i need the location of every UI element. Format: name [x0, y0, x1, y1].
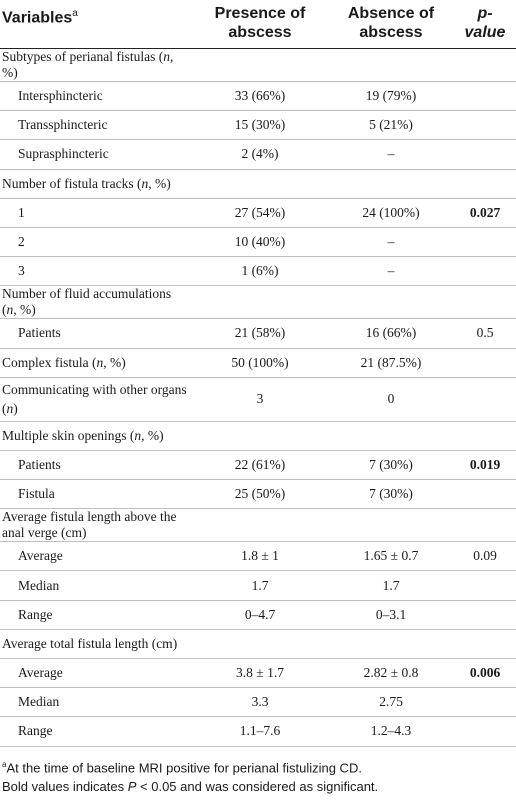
cell-pvalue: [454, 688, 516, 717]
cell-presence: 1.1–7.6: [192, 717, 328, 746]
cell-pvalue: [454, 82, 516, 111]
cell-absence: [328, 629, 454, 658]
table-row: [0, 542, 516, 571]
row-label: Number of fistula tracks (n, %): [0, 169, 192, 198]
cell-pvalue: [454, 629, 516, 658]
cell-presence: 27 (54%): [192, 198, 328, 227]
cell-absence: [328, 509, 454, 542]
table-row: [0, 509, 516, 542]
cell-absence: 0–3.1: [328, 600, 454, 629]
cell-presence: [192, 509, 328, 542]
cell-presence: 21 (58%): [192, 319, 328, 348]
cell-pvalue: [454, 227, 516, 256]
cell-pvalue: [454, 49, 516, 82]
cell-absence: 16 (66%): [328, 319, 454, 348]
cell-presence: 25 (50%): [192, 480, 328, 509]
table-row: [0, 82, 516, 111]
table-row: [0, 688, 516, 717]
cell-absence: [328, 169, 454, 198]
table-row: [0, 348, 516, 377]
cell-absence: [328, 49, 454, 82]
table-row: [0, 659, 516, 688]
cell-pvalue: 0.5: [454, 319, 516, 348]
cell-pvalue: [454, 600, 516, 629]
row-label: Patients: [0, 450, 192, 479]
cell-pvalue: [454, 140, 516, 169]
table-row: [0, 169, 516, 198]
row-label: Average: [0, 542, 192, 571]
cell-pvalue: [454, 348, 516, 377]
cell-pvalue: [454, 421, 516, 450]
table-row: [0, 319, 516, 348]
cell-absence: 24 (100%): [328, 198, 454, 227]
row-label: Number of fluid accumulations (n, %): [0, 286, 192, 319]
cell-pvalue: [454, 111, 516, 140]
table-row: [0, 421, 516, 450]
cell-absence: –: [328, 227, 454, 256]
cell-absence: 0: [328, 377, 454, 421]
cell-presence: 22 (61%): [192, 450, 328, 479]
table-body: [0, 49, 516, 747]
cell-pvalue: [454, 377, 516, 421]
cell-absence: 7 (30%): [328, 450, 454, 479]
cell-pvalue: [454, 169, 516, 198]
cell-pvalue: [454, 257, 516, 286]
header-absence: Absence of abscess: [328, 0, 454, 49]
cell-presence: 1 (6%): [192, 257, 328, 286]
cell-presence: 50 (100%): [192, 348, 328, 377]
row-label: Median: [0, 571, 192, 600]
cell-absence: 21 (87.5%): [328, 348, 454, 377]
row-label: Communicating with other organs (n): [0, 377, 192, 421]
row-label: 1: [0, 198, 192, 227]
table-row: [0, 227, 516, 256]
cell-absence: 19 (79%): [328, 82, 454, 111]
row-label: Multiple skin openings (n, %): [0, 421, 192, 450]
row-label: Range: [0, 717, 192, 746]
cell-absence: 1.7: [328, 571, 454, 600]
cell-presence: 1.7: [192, 571, 328, 600]
table-row: [0, 198, 516, 227]
cell-pvalue: [454, 509, 516, 542]
cell-pvalue: [454, 571, 516, 600]
row-label: Subtypes of perianal fistulas (n, %): [0, 49, 192, 82]
table-header-row: [0, 0, 516, 49]
table-row: [0, 377, 516, 421]
header-presence: Presence of abscess: [192, 0, 328, 49]
cell-pvalue: [454, 480, 516, 509]
cell-presence: 33 (66%): [192, 82, 328, 111]
cell-absence: [328, 421, 454, 450]
cell-presence: [192, 49, 328, 82]
table-row: [0, 286, 516, 319]
cell-presence: 1.8 ± 1: [192, 542, 328, 571]
row-label: Patients: [0, 319, 192, 348]
row-label: 2: [0, 227, 192, 256]
table-row: [0, 49, 516, 82]
cell-absence: 5 (21%): [328, 111, 454, 140]
table-row: [0, 450, 516, 479]
row-label: Complex fistula (n, %): [0, 348, 192, 377]
header-pvalue: p-value: [454, 0, 516, 49]
cell-pvalue: [454, 717, 516, 746]
cell-presence: [192, 286, 328, 319]
row-label: Fistula: [0, 480, 192, 509]
cell-pvalue: 0.09: [454, 542, 516, 571]
cell-pvalue: 0.027: [454, 198, 516, 227]
footnote-significance: Bold values indicates P < 0.05 and was considered as significant.: [2, 778, 379, 794]
cell-presence: 15 (30%): [192, 111, 328, 140]
cell-presence: 3.8 ± 1.7: [192, 659, 328, 688]
cell-presence: 2 (4%): [192, 140, 328, 169]
table-row: [0, 111, 516, 140]
cell-absence: –: [328, 140, 454, 169]
cell-pvalue: 0.019: [454, 450, 516, 479]
cell-pvalue: 0.006: [454, 659, 516, 688]
cell-presence: [192, 629, 328, 658]
row-label: Average: [0, 659, 192, 688]
cell-absence: 1.2–4.3: [328, 717, 454, 746]
row-label: Average total fistula length (cm): [0, 629, 192, 658]
row-label: Range: [0, 600, 192, 629]
table-footnotes: [0, 747, 516, 796]
row-label: Average fistula length above the anal verge (cm): [0, 509, 192, 542]
cell-presence: 3: [192, 377, 328, 421]
row-label: Suprasphincteric: [0, 140, 192, 169]
cell-presence: 10 (40%): [192, 227, 328, 256]
table-row: [0, 629, 516, 658]
cell-absence: 7 (30%): [328, 480, 454, 509]
table-row: [0, 717, 516, 746]
table-row: [0, 571, 516, 600]
cell-presence: 0–4.7: [192, 600, 328, 629]
table-row: [0, 257, 516, 286]
cell-absence: 2.75: [328, 688, 454, 717]
cell-presence: [192, 169, 328, 198]
table-row: [0, 600, 516, 629]
cell-absence: –: [328, 257, 454, 286]
cell-presence: [192, 421, 328, 450]
cell-absence: [328, 286, 454, 319]
row-label: Intersphincteric: [0, 82, 192, 111]
cell-absence: 2.82 ± 0.8: [328, 659, 454, 688]
cell-pvalue: [454, 286, 516, 319]
table-row: [0, 140, 516, 169]
table-row: [0, 480, 516, 509]
row-label: 3: [0, 257, 192, 286]
row-label: Transsphincteric: [0, 111, 192, 140]
cell-presence: 3.3: [192, 688, 328, 717]
cell-absence: 1.65 ± 0.7: [328, 542, 454, 571]
row-label: Median: [0, 688, 192, 717]
header-variables: Variables$^a$: [0, 0, 192, 49]
footnote-a: $^a$At the time of baseline MRI positive for perianal fistulizing CD.: [2, 759, 362, 775]
